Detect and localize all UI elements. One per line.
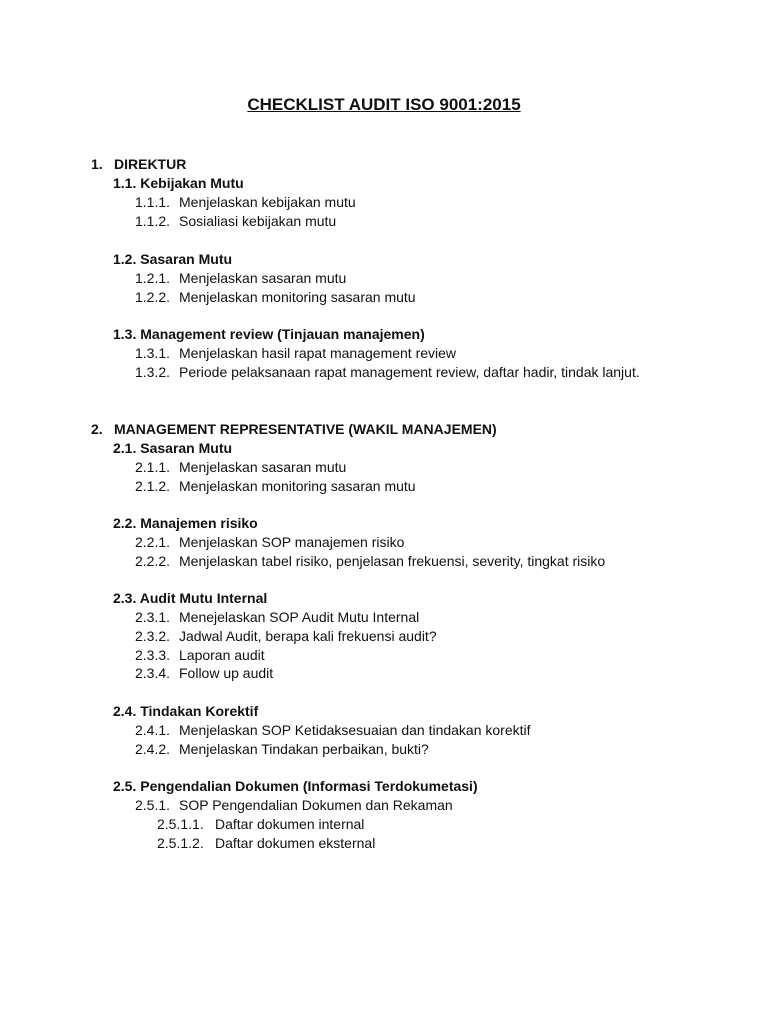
checklist-item	[135, 552, 605, 571]
section-heading	[91, 155, 186, 174]
item-number: 2.3.4.	[135, 665, 171, 681]
item-text: Menejelaskan SOP Audit Mutu Internal	[179, 609, 420, 625]
checklist-item	[135, 212, 336, 231]
item-text: Menjelaskan hasil rapat management review	[179, 345, 457, 361]
item-number: 1.3.2.	[135, 364, 171, 380]
checklist-item	[135, 477, 416, 496]
checklist-item	[135, 627, 437, 646]
item-text: Periode pelaksanaan rapat management review, daftar hadir, tindak lanjut.	[179, 364, 640, 380]
section-label: MANAGEMENT REPRESENTATIVE (WAKIL MANAJEMEN)	[114, 421, 497, 437]
subsection-heading: 2.1. Sasaran Mutu	[113, 440, 233, 456]
item-text: Laporan audit	[179, 647, 265, 663]
checklist-item	[135, 721, 531, 740]
item-text: Menjelaskan tabel risiko, penjelasan frekuensi, severity, tingkat risiko	[179, 553, 606, 569]
subsection-heading: 2.2. Manajemen risiko	[113, 515, 258, 531]
subsection-heading: 1.2. Sasaran Mutu	[113, 251, 233, 267]
item-number: 2.3.1.	[135, 609, 171, 625]
item-number: 2.4.1.	[135, 722, 171, 738]
item-text: Menjelaskan kebijakan mutu	[179, 194, 356, 210]
item-text: Menjelaskan monitoring sasaran mutu	[179, 289, 416, 305]
subsection-heading: 2.5. Pengendalian Dokumen (Informasi Terdokumetasi)	[113, 778, 478, 794]
item-number: 2.3.3.	[135, 647, 171, 663]
subsection-heading: 2.4. Tindakan Korektif	[113, 703, 259, 719]
checklist-item	[135, 533, 404, 552]
item-number: 2.4.2.	[135, 741, 171, 757]
section-heading	[91, 420, 497, 439]
item-number: 1.2.2.	[135, 289, 171, 305]
checklist-subitem	[157, 815, 364, 834]
item-number: 2.1.2.	[135, 478, 171, 494]
item-text: SOP Pengendalian Dokumen dan Rekaman	[179, 797, 453, 813]
item-number: 2.2.2.	[135, 553, 171, 569]
item-number: 2.5.1.	[135, 797, 171, 813]
checklist-item	[135, 344, 456, 363]
item-text: Menjelaskan Tindakan perbaikan, bukti?	[179, 741, 429, 757]
checklist-item	[135, 288, 416, 307]
subsection-heading: 2.3. Audit Mutu Internal	[113, 590, 268, 606]
subitem-text: Daftar dokumen internal	[215, 816, 365, 832]
checklist-item	[135, 646, 265, 665]
subsection-heading: 1.3. Management review (Tinjauan manajemen)	[113, 326, 425, 342]
item-number: 1.1.2.	[135, 213, 171, 229]
item-number: 2.3.2.	[135, 628, 171, 644]
checklist-subitem	[157, 834, 375, 853]
item-text: Menjelaskan monitoring sasaran mutu	[179, 478, 416, 494]
checklist-item	[135, 664, 273, 683]
checklist-item	[135, 269, 346, 288]
subitem-number: 2.5.1.1.	[157, 816, 204, 832]
item-number: 1.3.1.	[135, 345, 171, 361]
subitem-text: Daftar dokumen eksternal	[215, 835, 376, 851]
document-title: CHECKLIST AUDIT ISO 9001:2015	[247, 95, 521, 114]
subitem-number: 2.5.1.2.	[157, 835, 204, 851]
checklist-item	[135, 458, 346, 477]
checklist-item	[135, 740, 429, 759]
checklist-item	[135, 608, 419, 627]
item-text: Menjelaskan sasaran mutu	[179, 459, 347, 475]
section-number: 2.	[91, 421, 103, 437]
checklist-item	[135, 796, 453, 815]
item-number: 2.1.1.	[135, 459, 171, 475]
subsection-heading: 1.1. Kebijakan Mutu	[113, 175, 244, 191]
item-text: Jadwal Audit, berapa kali frekuensi audit?	[179, 628, 437, 644]
checklist-item	[135, 193, 356, 212]
item-text: Menjelaskan sasaran mutu	[179, 270, 347, 286]
item-number: 1.1.1.	[135, 194, 171, 210]
item-text: Menjelaskan SOP Ketidaksesuaian dan tindakan korektif	[179, 722, 531, 738]
item-text: Follow up audit	[179, 665, 274, 681]
item-number: 2.2.1.	[135, 534, 171, 550]
item-text: Menjelaskan SOP manajemen risiko	[179, 534, 405, 550]
section-number: 1.	[91, 156, 103, 172]
item-number: 1.2.1.	[135, 270, 171, 286]
checklist-item	[135, 363, 640, 382]
item-text: Sosialiasi kebijakan mutu	[179, 213, 337, 229]
section-label: DIREKTUR	[114, 156, 187, 172]
